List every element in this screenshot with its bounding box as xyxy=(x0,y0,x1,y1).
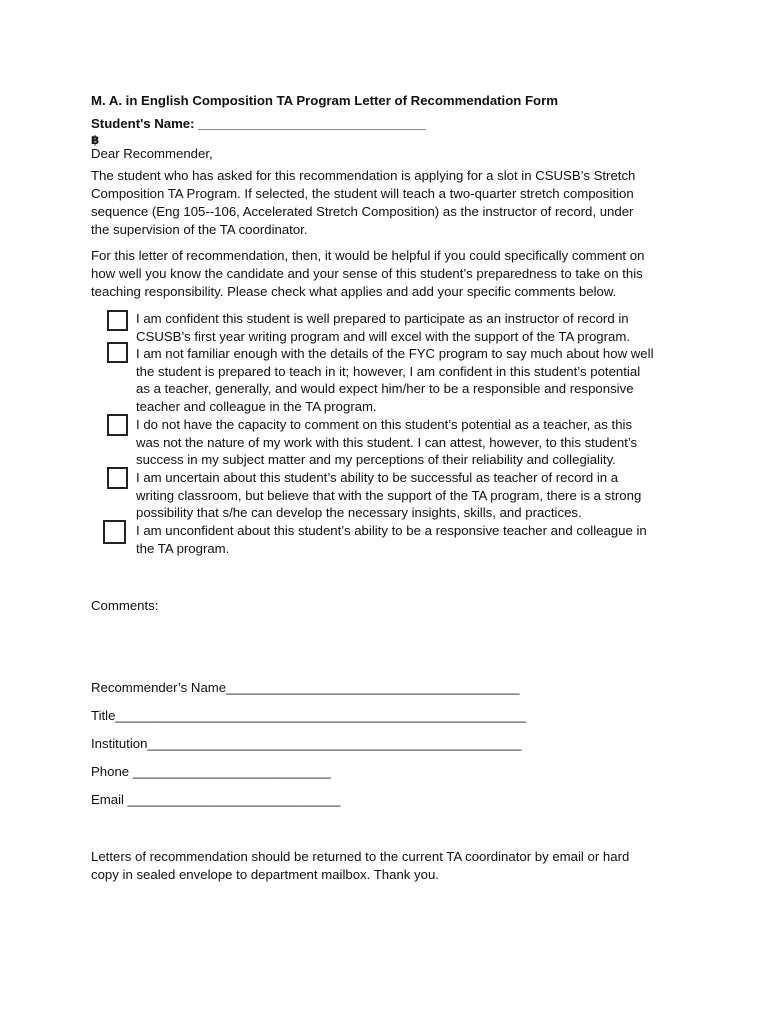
instructions-paragraph: For this letter of recommendation, then, it would be helpful if you could specifically comment on how well you know the candidate and your sense of this student’s preparedness to take on this teaching responsibility. Please check what applies and add your specific comments below. xyxy=(91,248,645,299)
institution-field[interactable]: Institution___________________________________________________ xyxy=(91,736,522,751)
closing-note: Letters of recommendation should be returned to the current TA coordinator by email or hard copy in sealed envelope to department mailbox. Thank you. xyxy=(91,849,630,882)
option-checkbox-4[interactable] xyxy=(107,467,128,489)
option-text-5: I am unconfident about this student’s ability to be a responsive teacher and colleague in the TA program. xyxy=(136,523,647,556)
recommender-name-field[interactable]: Recommender’s Name________________________________________ xyxy=(91,680,520,695)
option-text-4: I am uncertain about this student’s ability to be successful as teacher of record in a writing classroom, but believe that with the support of the TA program, there is a strong possibility that s/he can develop the necessary insights, skills, and practices. xyxy=(136,470,642,521)
option-checkbox-1[interactable] xyxy=(107,310,128,331)
comments-label: Comments: xyxy=(91,598,159,613)
option-text-1: I am confident this student is well prepared to participate as an instructor of record in CSUSB’s first year writing program and will excel with the support of the TA program. xyxy=(136,311,631,344)
title-field[interactable]: Title________________________________________________________ xyxy=(91,708,527,723)
student-name-field[interactable]: Student's Name: _______________________________ xyxy=(91,116,426,131)
email-field[interactable]: Email _____________________________ xyxy=(91,792,341,807)
phone-field[interactable]: Phone ___________________________ xyxy=(91,764,331,779)
form-title: M. A. in English Composition TA Program Letter of Recommendation Form xyxy=(91,93,558,108)
greeting: Dear Recommender, xyxy=(91,146,213,161)
option-text-3: I do not have the capacity to comment on this student’s potential as a teacher, as this was not the nature of my work with this student. I can attest, however, to this student’s success in my subject matter and my perceptions of their reliability and collegiality. xyxy=(136,417,638,468)
option-text-2: I am not familiar enough with the details of the FYC program to say much about how well the student is prepared to teach in it; however, I am confident in this student’s potential as a teacher, generally, and would expect him/her to be a responsible and responsive teacher and colleague in the TA program. xyxy=(136,346,654,414)
option-checkbox-3[interactable] xyxy=(107,414,128,436)
option-checkbox-2[interactable] xyxy=(107,342,128,363)
stray-glyph: ฿ xyxy=(91,133,100,147)
option-checkbox-5[interactable] xyxy=(103,520,126,544)
intro-paragraph: The student who has asked for this recommendation is applying for a slot in CSUSB’s Stretch Composition TA Program. If selected, the student will teach a two-quarter stretch composition sequence (Eng 105--106, Accelerated Stretch Composition) as the instructor of record, under the supervision of the TA coordinator. xyxy=(91,168,636,237)
